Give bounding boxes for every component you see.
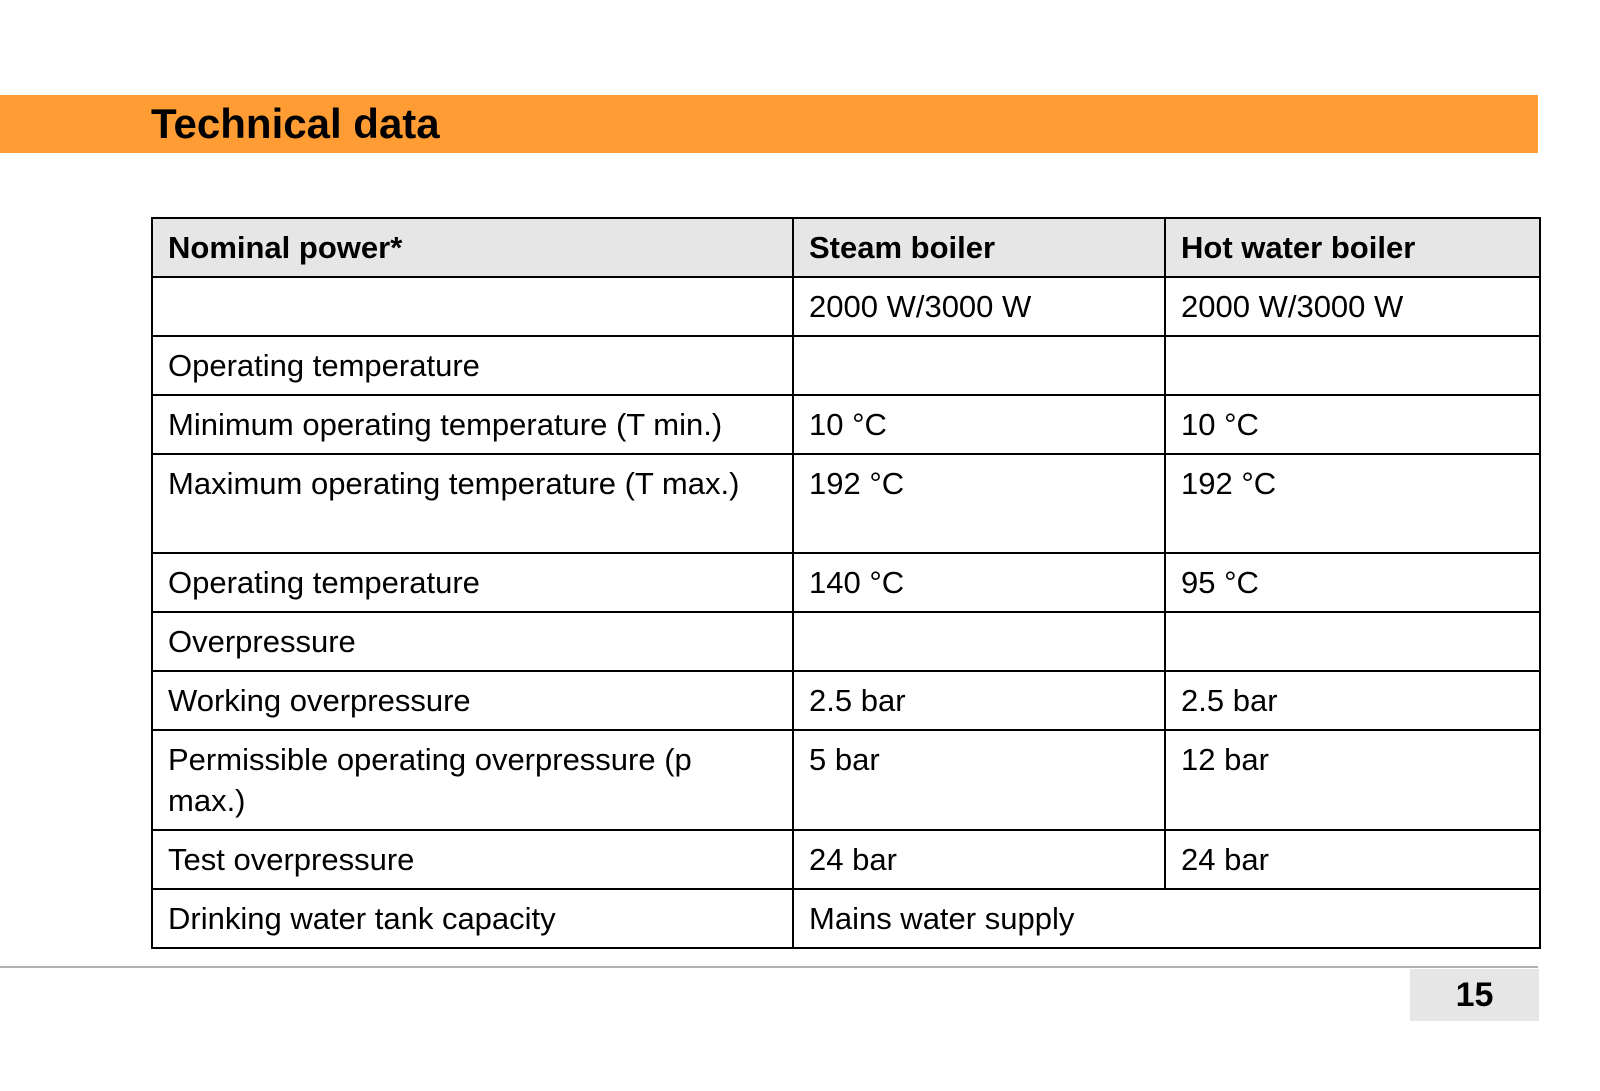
row-label: Working overpressure [152, 671, 793, 730]
table-row [152, 889, 1540, 948]
merged-value: Mains water supply [793, 889, 1540, 948]
column-header-nominal-power: Nominal power* [152, 218, 793, 277]
row-label: Maximum operating temperature (T max.) [152, 454, 793, 553]
row-label [152, 277, 793, 336]
section-header-bar [0, 95, 1538, 153]
hot-water-boiler-value: 12 bar [1165, 730, 1540, 830]
row-label: Overpressure [152, 612, 793, 671]
steam-boiler-value: 5 bar [793, 730, 1165, 830]
hot-water-boiler-value: 24 bar [1165, 830, 1540, 889]
hot-water-boiler-value [1165, 612, 1540, 671]
footer-divider [0, 966, 1538, 968]
column-header-hot-water-boiler: Hot water boiler [1165, 218, 1540, 277]
row-label: Operating temperature [152, 336, 793, 395]
table-row [152, 830, 1540, 889]
table-row [152, 671, 1540, 730]
row-label: Minimum operating temperature (T min.) [152, 395, 793, 454]
table-row [152, 395, 1540, 454]
table-row [152, 336, 1540, 395]
row-label: Permissible operating overpressure (p max.) [152, 730, 793, 830]
table-row [152, 454, 1540, 553]
steam-boiler-value: 2.5 bar [793, 671, 1165, 730]
section-title: Technical data [151, 100, 440, 147]
row-label: Drinking water tank capacity [152, 889, 793, 948]
table-row [152, 277, 1540, 336]
hot-water-boiler-value: 2.5 bar [1165, 671, 1540, 730]
hot-water-boiler-value [1165, 336, 1540, 395]
hot-water-boiler-value: 95 °C [1165, 553, 1540, 612]
steam-boiler-value: 10 °C [793, 395, 1165, 454]
table-row [152, 553, 1540, 612]
page-number: 15 [1410, 969, 1539, 1021]
table-row [152, 612, 1540, 671]
row-label: Test overpressure [152, 830, 793, 889]
hot-water-boiler-value: 2000 W/3000 W [1165, 277, 1540, 336]
steam-boiler-value: 24 bar [793, 830, 1165, 889]
table-header-row [152, 218, 1540, 277]
hot-water-boiler-value: 10 °C [1165, 395, 1540, 454]
table-row [152, 730, 1540, 830]
steam-boiler-value: 2000 W/3000 W [793, 277, 1165, 336]
steam-boiler-value [793, 336, 1165, 395]
steam-boiler-value: 140 °C [793, 553, 1165, 612]
technical-data-table [151, 217, 1541, 949]
hot-water-boiler-value: 192 °C [1165, 454, 1540, 553]
column-header-steam-boiler: Steam boiler [793, 218, 1165, 277]
steam-boiler-value [793, 612, 1165, 671]
row-label: Operating temperature [152, 553, 793, 612]
steam-boiler-value: 192 °C [793, 454, 1165, 553]
